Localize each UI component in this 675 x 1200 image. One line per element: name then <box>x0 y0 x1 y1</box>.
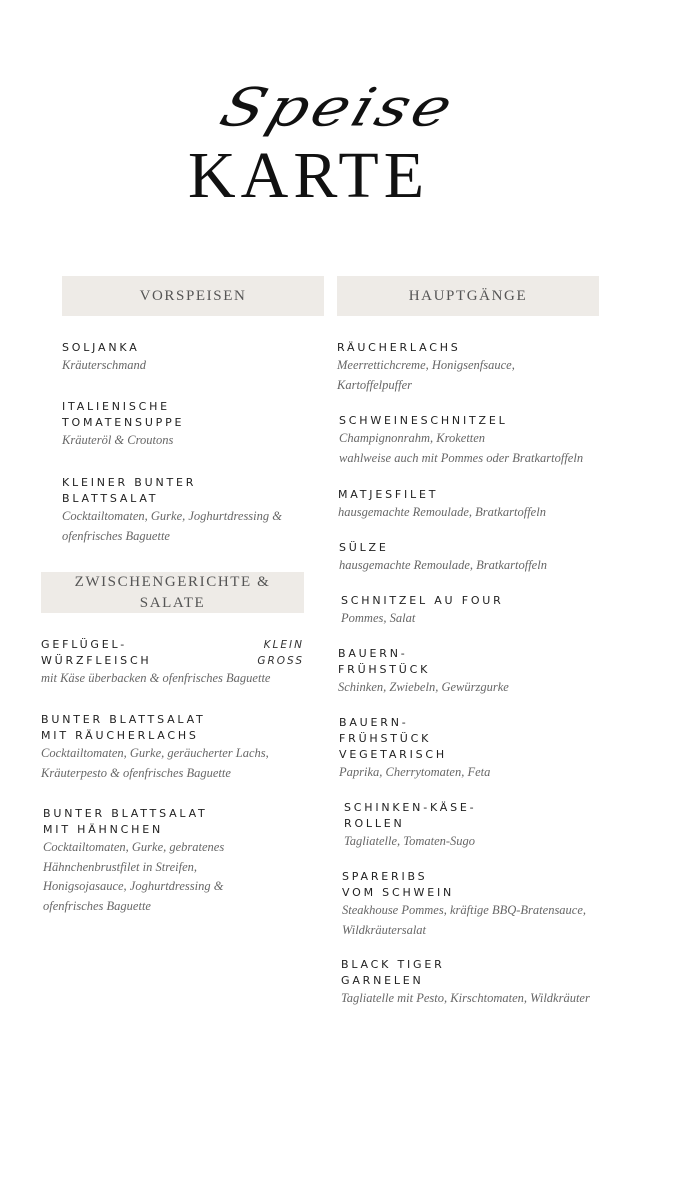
item-desc: Cocktailtomaten, Gurke, Joghurtdressing & ofenfrisches Baguette <box>62 509 282 543</box>
menu-item <box>339 540 639 576</box>
item-name: SCHINKEN-KÄSE- ROLLEN <box>344 801 477 830</box>
item-name: RÄUCHERLACHS <box>337 341 461 354</box>
item-desc: Meerrettichcreme, Honigsenfsauce, Kartoffelpuffer <box>337 358 515 392</box>
item-name: MATJESFILET <box>338 488 439 501</box>
item-desc: Schinken, Zwiebeln, Gewürzgurke <box>338 680 509 694</box>
item-name: KLEINER BUNTER BLATTSALAT <box>62 476 197 505</box>
menu-item <box>337 340 637 395</box>
item-desc: Paprika, Cherrytomaten, Feta <box>339 765 491 779</box>
item-name: SCHWEINESCHNITZEL <box>339 414 508 427</box>
item-name: BUNTER BLATTSALAT MIT HÄHNCHEN <box>43 807 208 836</box>
menu-item <box>341 593 641 629</box>
size-labels: KLEIN GROSS <box>257 639 304 667</box>
menu-item <box>342 869 642 940</box>
title-main: KARTE <box>188 139 430 212</box>
item-name: GEFLÜGEL- WÜRZFLEISCH <box>41 638 152 667</box>
section-header-hauptgaenge: HAUPTGÄNGE <box>337 276 599 316</box>
item-name: BAUERN- FRÜHSTÜCK <box>338 647 431 676</box>
item-desc: Tagliatelle, Tomaten-Sugo <box>344 834 476 848</box>
menu-item <box>338 646 638 698</box>
item-name: SPARERIBS VOM SCHWEIN <box>342 870 455 899</box>
item-name: BUNTER BLATTSALAT MIT RÄUCHERLACHS <box>41 713 206 742</box>
item-name: SOLJANKA <box>62 341 140 354</box>
item-name: BAUERN- FRÜHSTÜCK VEGETARISCH <box>339 716 447 761</box>
item-desc: Pommes, Salat <box>341 611 416 625</box>
section-header-vorspeisen: VORSPEISEN <box>62 276 324 316</box>
item-name: BLACK TIGER GARNELEN <box>341 958 445 987</box>
menu-item <box>41 712 304 783</box>
item-desc: Champignonrahm, Kroketten wahlweise auch mit Pommes oder Bratkartoffeln <box>339 431 584 465</box>
item-name: SÜLZE <box>339 541 389 554</box>
item-desc: mit Käse überbacken & ofenfrisches Baguette <box>41 671 271 685</box>
item-desc: Cocktailtomaten, Gurke, geräucherter Lachs, Kräuterpesto & ofenfrisches Baguette <box>41 746 269 780</box>
menu-item <box>339 715 639 783</box>
menu-item <box>41 637 304 689</box>
menu-item <box>62 475 322 546</box>
item-desc: Steakhouse Pommes, kräftige BBQ-Bratensauce, Wildkräutersalat <box>342 903 587 937</box>
menu-item <box>43 806 306 916</box>
item-name: SCHNITZEL AU FOUR <box>341 594 504 607</box>
menu-item <box>62 399 312 451</box>
menu-item <box>339 413 639 468</box>
menu-item <box>344 800 644 852</box>
item-desc: Kräuterschmand <box>62 358 147 372</box>
item-desc: Tagliatelle mit Pesto, Kirschtomaten, Wildkräuter <box>341 991 590 1005</box>
menu-item <box>338 487 638 523</box>
section-header-zwischengerichte: ZWISCHENGERICHTE & SALATE <box>41 572 304 613</box>
title-script: Speise <box>212 76 465 139</box>
item-desc: Kräuteröl & Croutons <box>62 433 174 447</box>
menu-item <box>62 340 312 376</box>
item-desc: Cocktailtomaten, Gurke, gebratenes Hähnchenbrustfilet in Streifen, Honigsojasauce, Joghurtdressing & ofenfrisches Baguette <box>43 840 225 913</box>
item-desc: hausgemachte Remoulade, Bratkartoffeln <box>338 505 546 519</box>
item-name: ITALIENISCHE TOMATENSUPPE <box>62 400 185 429</box>
item-desc: hausgemachte Remoulade, Bratkartoffeln <box>339 558 547 572</box>
menu-item <box>341 957 651 1009</box>
